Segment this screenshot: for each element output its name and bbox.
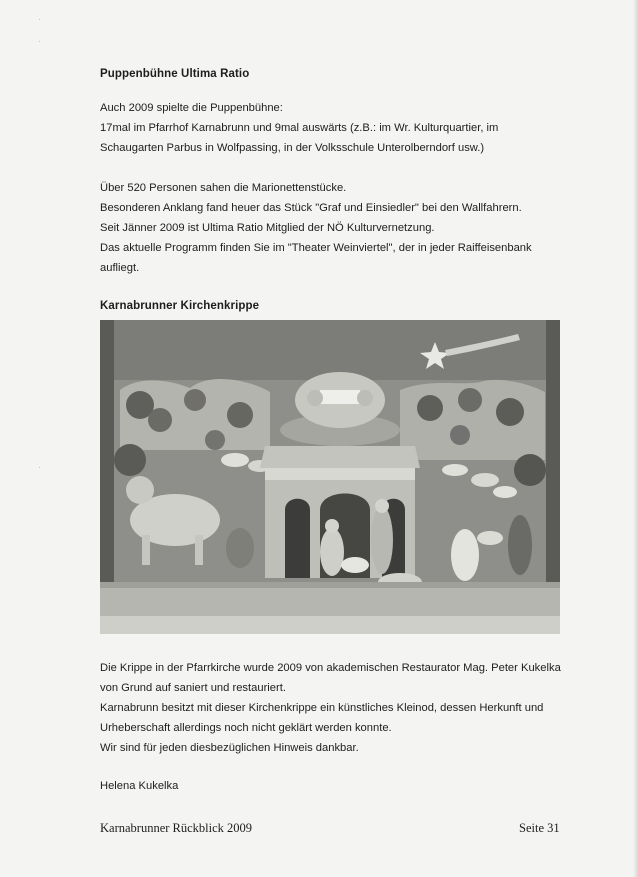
kirchenkrippe-paragraph <box>100 658 570 758</box>
page-edge <box>633 0 638 877</box>
text-line: aufliegt. <box>100 262 140 274</box>
puppenbuehne-paragraph-2 <box>100 178 570 278</box>
footer-page-number: Seite 31 <box>519 821 560 835</box>
text-line: Das aktuelle Programm finden Sie im "Theater Weinviertel", der in jeder Raiffeisenbank <box>100 242 532 254</box>
text-line: Schaugarten Parbus in Wolfpassing, in der Volksschule Unterolberndorf usw.) <box>100 142 485 154</box>
text-line: Auch 2009 spielte die Puppenbühne: <box>100 102 283 114</box>
nativity-scene-photo <box>100 320 560 634</box>
text-line: Über 520 Personen sahen die Marionettenstücke. <box>100 182 347 194</box>
scan-mark: · <box>38 36 42 47</box>
author-signature: Helena Kukelka <box>100 780 179 792</box>
text-line: von Grund auf saniert und restauriert. <box>100 682 286 694</box>
scan-mark: · <box>38 14 42 25</box>
text-line: Karnabrunn besitzt mit dieser Kirchenkrippe ein künstliches Kleinod, dessen Herkunft und <box>100 702 544 714</box>
text-line: Besonderen Anklang fand heuer das Stück "Graf und Einsiedler" bei den Wallfahrern. <box>100 202 522 214</box>
footer-publication-title: Karnabrunner Rückblick 2009 <box>100 821 253 835</box>
text-line: Die Krippe in der Pfarrkirche wurde 2009 von akademischen Restaurator Mag. Peter Kukelka <box>100 662 561 674</box>
puppenbuehne-paragraph-1 <box>100 98 570 158</box>
text-line: Wir sind für jeden diesbezüglichen Hinweis dankbar. <box>100 742 359 754</box>
section-heading-puppenbuehne: Puppenbühne Ultima Ratio <box>100 68 250 80</box>
scan-mark: · <box>38 462 42 473</box>
section-heading-kirchenkrippe: Karnabrunner Kirchenkrippe <box>100 300 260 312</box>
nativity-scene-illustration <box>100 320 560 634</box>
text-line: 17mal im Pfarrhof Karnabrunn und 9mal auswärts (z.B.: im Wr. Kulturquartier, im <box>100 122 499 134</box>
text-line: Urheberschaft allerdings noch nicht geklärt werden konnte. <box>100 722 392 734</box>
text-line: Seit Jänner 2009 ist Ultima Ratio Mitglied der NÖ Kulturvernetzung. <box>100 222 435 234</box>
